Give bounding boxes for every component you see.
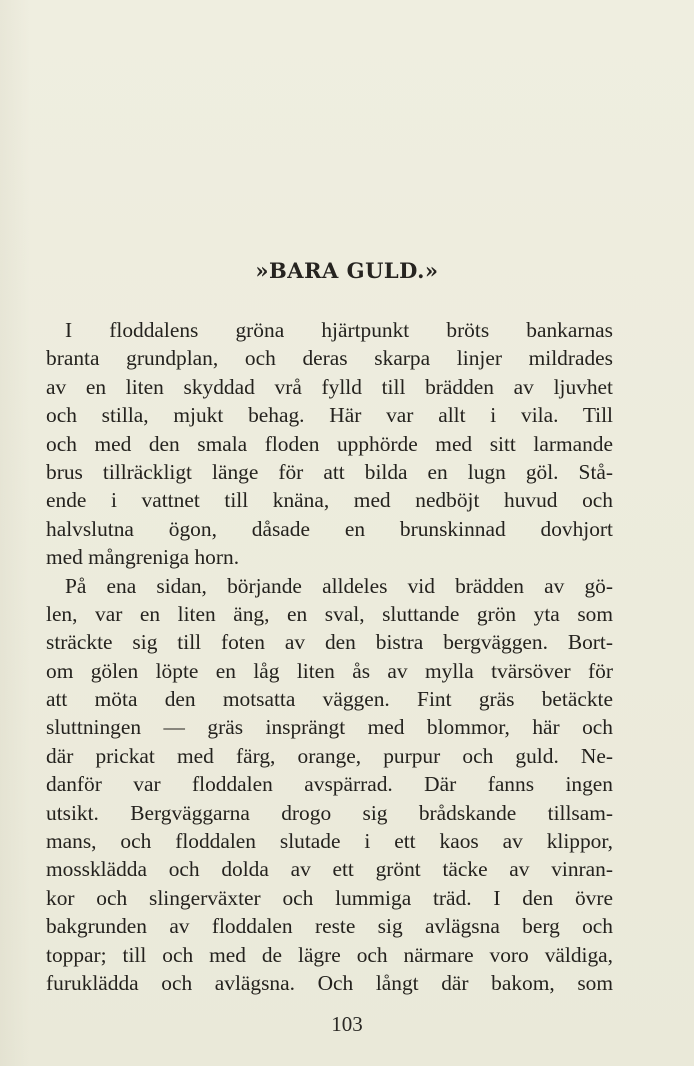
- text-line: med mångreniga horn.: [46, 545, 240, 570]
- text-line: I floddalens gröna hjärtpunkt bröts bankarnas: [65, 318, 613, 342]
- text-line: sträckte sig till foten av den bistra bergväggen. Bort-: [46, 630, 613, 655]
- text-line: len, var en liten äng, en sval, sluttande grön yta som: [46, 601, 613, 626]
- text-line: På ena sidan, börjande alldeles vid brädden av gö-: [65, 573, 613, 598]
- text-line: utsikt. Bergväggarna drogo sig brådskande tillsam-: [46, 800, 613, 825]
- text-line: branta grundplan, och deras skarpa linjer mildrades: [46, 346, 613, 371]
- page-number: 103: [331, 1012, 363, 1036]
- text-line: furuklädda och avlägsna. Och långt där bakom, som: [46, 970, 613, 995]
- paragraph-2: [46, 572, 613, 998]
- text-line: och med den smala floden upphörde med sitt larmande: [46, 431, 613, 456]
- body-text: [46, 316, 613, 997]
- text-line: och stilla, mjukt behag. Här var allt i vila. Till: [46, 403, 613, 428]
- text-line: där prickat med färg, orange, purpur och guld. Ne-: [46, 743, 613, 768]
- text-line: sluttningen — gräs insprängt med blommor, här och: [46, 715, 613, 740]
- text-line: mans, och floddalen slutade i ett kaos av klippor,: [46, 829, 613, 854]
- text-line: toppar; till och med de lägre och närmare voro väldiga,: [46, 942, 613, 967]
- text-line: halvslutna ögon, dåsade en brunskinnad dovhjort: [46, 516, 613, 541]
- text-line: mossklädda och dolda av ett grönt täcke av vinran-: [46, 857, 613, 882]
- text-line: kor och slingerväxter och lummiga träd. I den övre: [46, 885, 613, 910]
- paragraph-1: [46, 316, 613, 572]
- text-line: av en liten skyddad vrå fylld till brädden av ljuvhet: [46, 374, 613, 399]
- chapter-title: »BARA GULD.»: [255, 258, 439, 283]
- text-line: ende i vattnet till knäna, med nedböjt huvud och: [46, 488, 613, 513]
- text-line: brus tillräckligt länge för att bilda en lugn göl. Stå-: [46, 459, 613, 484]
- text-line: danför var floddalen avspärrad. Där fanns ingen: [46, 772, 613, 797]
- text-line: att möta den motsatta väggen. Fint gräs betäckte: [46, 687, 613, 712]
- text-line: bakgrunden av floddalen reste sig avlägsna berg och: [46, 914, 613, 939]
- text-line: om gölen löpte en låg liten ås av mylla tvärsöver för: [46, 658, 613, 683]
